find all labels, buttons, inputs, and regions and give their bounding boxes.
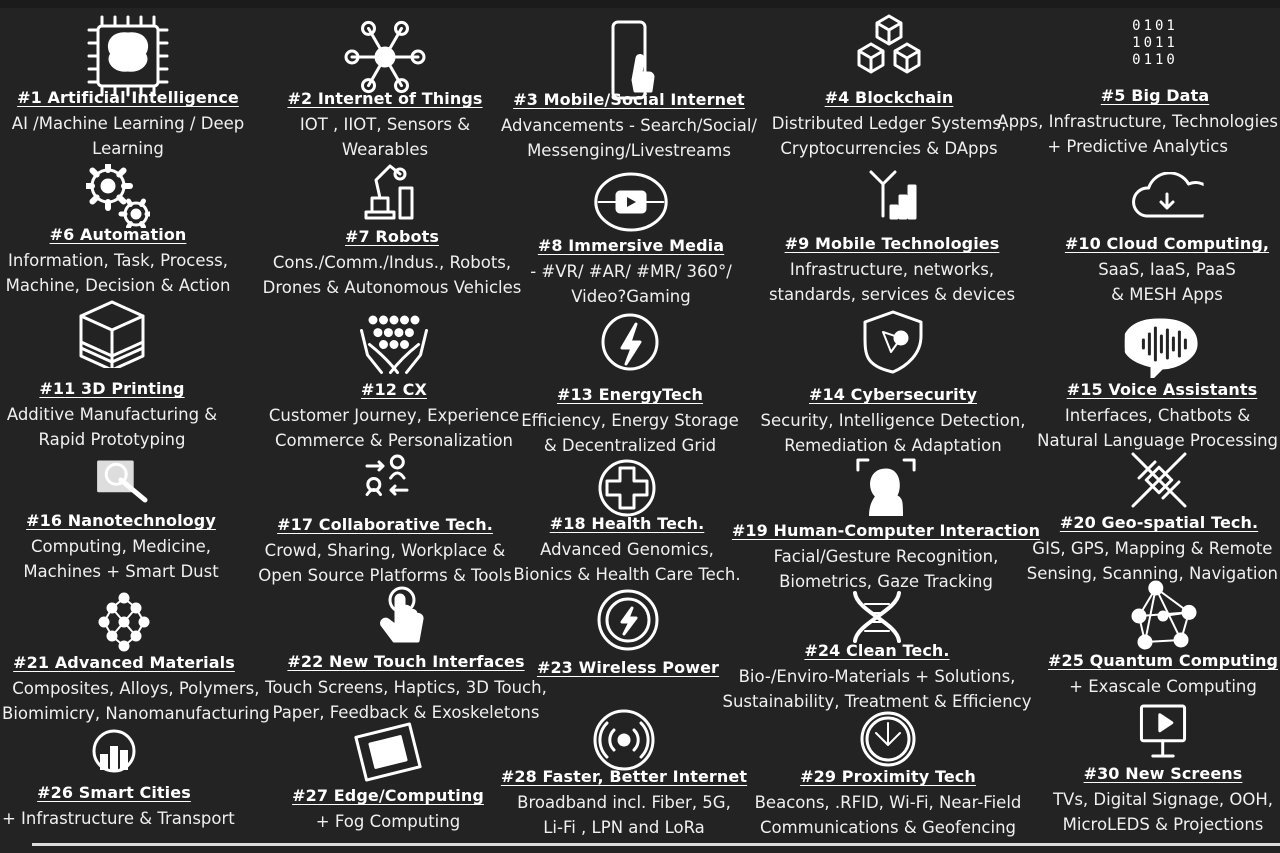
description-line: Bionics & Health Care Tech.: [513, 564, 741, 584]
tile-title: #22 New Touch Interfaces: [287, 652, 525, 671]
tile-description: [300, 113, 470, 162]
tile-description: [7, 403, 217, 452]
face-scan-icon: [852, 454, 920, 520]
tile-description: [12, 112, 244, 161]
description-line: Sensing, Scanning, Navigation: [1026, 563, 1279, 583]
tile-title: #14 Cybersecurity: [808, 385, 978, 404]
description-line: Biomimicry, Nanomanufacturing: [2, 703, 270, 723]
proximity-beacon-icon: [859, 710, 917, 772]
satellite-icon: [1127, 448, 1191, 516]
tile-title: #20 Geo-spatial Tech.: [1059, 513, 1259, 532]
description-line: Distributed Ledger Systems,: [771, 114, 1007, 133]
description-line: Biometrics, Gaze Tracking: [779, 571, 993, 591]
description-line: + Fog Computing: [315, 812, 461, 831]
tile-description: [2, 807, 235, 832]
tile-title: #12 CX: [361, 380, 427, 399]
tile-title: #26 Smart Cities: [37, 783, 191, 802]
hands-people-icon: [356, 306, 433, 380]
tile-title: #8 Immersive Media: [537, 236, 725, 255]
description-line: Advancements - Search/Social/: [501, 116, 757, 135]
description-line: Information, Task, Process,: [8, 251, 228, 270]
tile-description: [997, 110, 1278, 159]
tile-description: [2, 677, 270, 726]
description-line: & Decentralized Grid: [543, 435, 717, 455]
vr-headset-icon: [593, 170, 670, 238]
description-line: Customer Journey, Experience: [268, 406, 520, 425]
tile-title: #6 Automation: [49, 225, 187, 244]
cloud-download-icon: [1131, 172, 1204, 228]
tile-title: #30 New Screens: [1083, 764, 1243, 783]
tile-title: #9 Mobile Technologies: [784, 234, 1000, 253]
3d-printer-cube-icon: [77, 298, 147, 372]
tile-description: [1037, 404, 1278, 453]
description-line: Apps, Infrastructure, Technologies: [997, 112, 1278, 131]
tile-title: #21 Advanced Materials: [13, 653, 235, 672]
tile-title: #2 Internet of Things: [287, 89, 483, 108]
description-line: & MESH Apps: [1111, 284, 1223, 304]
magnifier-nano-icon: [95, 456, 148, 508]
description-line: Sustainability, Treatment & Efficiency: [722, 691, 1032, 711]
broadcast-icon: [592, 708, 656, 776]
collaboration-people-icon: [357, 452, 413, 512]
tile-description: [269, 404, 519, 453]
tile-description: [530, 260, 732, 309]
description-line: Messenging/Livestreams: [527, 140, 731, 160]
smart-city-icon: [91, 728, 137, 778]
tile-description: [761, 409, 1026, 458]
binary-data-icon: [1132, 18, 1178, 69]
description-line: Efficiency, Energy Storage: [521, 411, 739, 430]
robot-arm-icon: [362, 162, 422, 226]
tile-title: #3 Mobile/Social Internet: [513, 90, 745, 109]
tile-description: [23, 535, 218, 584]
tile-description: [513, 538, 740, 587]
description-line: Machine, Decision & Action: [5, 275, 231, 295]
tile-description: [6, 249, 231, 298]
description-line: Open Source Platforms & Tools: [258, 565, 512, 585]
tile-title: #24 Clean Tech.: [804, 641, 950, 660]
tile-title: #13 EnergyTech: [556, 385, 704, 404]
description-line: AI /Machine Learning / Deep: [11, 114, 245, 133]
molecule-lattice-icon: [91, 590, 157, 660]
description-line: Composites, Alloys, Polymers,: [12, 679, 260, 698]
description-line: Wearables: [341, 139, 429, 159]
description-line: + Infrastructure & Transport: [1, 809, 235, 828]
description-line: Broadband incl. Fiber, 5G,: [517, 793, 731, 812]
description-line: Computing, Medicine,: [30, 537, 212, 556]
tile-description: [772, 112, 1007, 161]
description-line: GIS, GPS, Mapping & Remote: [1032, 539, 1273, 558]
tile-title: #29 Proximity Tech: [800, 767, 976, 786]
description-line: IOT , IIOT, Sensors &: [299, 115, 471, 134]
tile-title: #11 3D Printing: [39, 379, 185, 398]
tile-description: [755, 791, 1022, 840]
tile-description: [316, 810, 460, 835]
description-line: SaaS, IaaS, PaaS: [1098, 260, 1236, 279]
description-line: Advanced Genomics,: [540, 540, 714, 559]
description-line: Facial/Gesture Recognition,: [773, 547, 999, 566]
description-line: Beacons, .RFID, Wi-Fi, Near-Field: [754, 793, 1022, 812]
medical-cross-icon: [597, 458, 657, 522]
voice-bubble-icon: [1125, 316, 1199, 382]
tile-title: #23 Wireless Power: [536, 658, 720, 677]
tile-description: [258, 539, 511, 588]
description-line: Cons./Comm./Indus., Robots,: [272, 253, 512, 272]
tile-title: #16 Nanotechnology: [26, 511, 216, 530]
bottom-divider: [32, 843, 1280, 846]
description-line: Communications & Geofencing: [759, 817, 1017, 837]
tile-title: #19 Human-Computer Interaction: [731, 521, 1041, 540]
tile-description: [263, 251, 522, 300]
tile-title: #18 Health Tech.: [549, 514, 705, 533]
description-line: Video?Gaming: [571, 286, 691, 306]
tile-description: [1098, 258, 1236, 307]
description-line: Infrastructure, networks,: [789, 260, 995, 279]
finger-tap-icon: [374, 584, 438, 652]
description-line: standards, services & devices: [768, 284, 1016, 304]
description-line: Additive Manufacturing &: [6, 405, 218, 424]
description-line: + Predictive Analytics: [1047, 136, 1228, 156]
description-line: Paper, Feedback & Exoskeletons: [272, 702, 540, 722]
top-border: [0, 0, 1280, 8]
tile-description: [769, 258, 1015, 307]
description-line: Commerce & Personalization: [274, 430, 514, 450]
description-line: Bio-/Enviro-Materials + Solutions,: [738, 667, 1016, 686]
description-line: Learning: [92, 138, 164, 158]
tile-description: [501, 114, 757, 163]
processor-chip-icon: [346, 720, 429, 788]
description-line: Drones & Autonomous Vehicles: [262, 277, 522, 297]
tile-description: [521, 409, 739, 458]
signal-bars-icon: [865, 166, 919, 224]
description-line: + Exascale Computing: [1069, 677, 1257, 696]
tile-description: [1069, 675, 1257, 700]
quantum-network-icon: [1127, 580, 1199, 656]
description-line: Cryptocurrencies & DApps: [780, 138, 998, 158]
description-line: Remediation & Adaptation: [784, 435, 1002, 455]
description-line: TVs, Digital Signage, OOH,: [1052, 790, 1274, 809]
description-line: MicroLEDS & Projections: [1062, 814, 1264, 834]
tile-title: #15 Voice Assistants: [1066, 380, 1258, 399]
tile-title: #25 Quantum Computing: [1047, 651, 1278, 670]
tile-title: #27 Edge/Computing: [292, 786, 484, 805]
tile-description: [517, 791, 731, 840]
tile-description: [722, 665, 1031, 714]
lightning-circle-icon: [600, 312, 660, 376]
tile-title: #4 Blockchain: [824, 88, 954, 107]
tile-title: #5 Big Data: [1100, 86, 1210, 105]
description-line: Touch Screens, Haptics, 3D Touch,: [265, 678, 547, 697]
tile-title: #1 Artificial Intelligence: [17, 88, 239, 107]
gears-icon: [86, 164, 150, 232]
tile-title: #7 Robots: [345, 227, 439, 246]
description-line: Crowd, Sharing, Workplace &: [264, 541, 506, 560]
description-line: Rapid Prototyping: [38, 429, 186, 449]
tile-description: [1053, 788, 1273, 837]
tile-title: #17 Collaborative Tech.: [277, 515, 493, 534]
tile-title: #28 Faster, Better Internet: [500, 767, 748, 786]
wireless-charge-icon: [596, 588, 660, 656]
description-line: Machines + Smart Dust: [23, 561, 219, 581]
binary-text: 0101 1011 0110: [1132, 18, 1178, 68]
description-line: Security, Intelligence Detection,: [760, 411, 1026, 430]
description-line: Natural Language Processing: [1037, 430, 1279, 450]
tile-description: [1027, 537, 1278, 586]
description-line: Li-Fi , LPN and LoRa: [543, 817, 705, 837]
tile-title: #10 Cloud Computing,: [1064, 234, 1270, 253]
description-line: - #VR/ #AR/ #MR/ 360°/: [530, 262, 732, 281]
digital-screen-icon: [1135, 702, 1190, 764]
tile-description: [265, 676, 547, 725]
description-line: Interfaces, Chatbots &: [1064, 406, 1251, 425]
shield-network-icon: [859, 308, 927, 380]
